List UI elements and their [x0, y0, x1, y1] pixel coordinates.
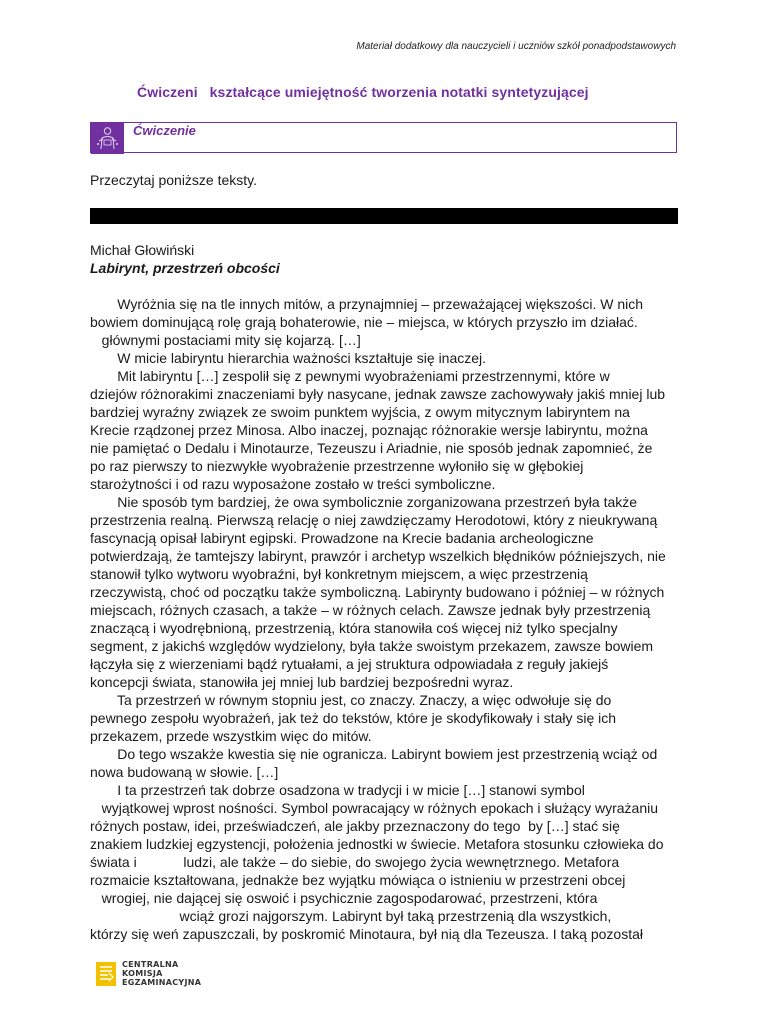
logo-line: CENTRALNA	[122, 960, 179, 969]
text-line: Ta przestrzeń w równym stopniu jest, co znaczy. Znaczy, a więc odwołuje się do	[90, 692, 612, 708]
instruction-text: Przeczytaj poniższe teksty.	[90, 172, 258, 188]
text-line: rozmaicie kształtowana, jednakże bez wyjątku mówiąca o istnieniu w przestrzeni obcej	[90, 872, 626, 888]
logo-line: KOMISJA	[122, 969, 163, 978]
text-line: potwierdzają, że tamtejszy labirynt, prawzór i archetyp wszelkich błędników późniejszych, nie	[90, 548, 666, 564]
text-line: Do tego wszakże kwestia się nie ogranicza. Labirynt bowiem jest przestrzenią wciąż od	[90, 746, 658, 762]
cke-logo	[96, 960, 201, 987]
text-line: nowa budowaną w słowie. […]	[90, 764, 279, 780]
text-line: przestrzenia realną. Pierwszą relację o niej zawdzięczamy Herodotowi, który z nieukrywaną	[90, 512, 658, 528]
text-line: miejscach, różnych czasach, a także – w różnych celach. Zawsze jednak były przestrzenią	[90, 602, 651, 618]
redacted-bar	[90, 208, 678, 224]
exercise-label: Ćwiczenie	[133, 123, 196, 138]
text-line: I ta przestrzeń tak dobrze osadzona w tradycji i w micie […] stanowi symbol	[90, 782, 585, 798]
cke-logo-text	[122, 960, 201, 987]
text-line: głównymi postaciami mity się kojarzą. […]	[90, 332, 361, 348]
text-line: bowiem dominującą rolę grają bohaterowie, nie – miejsca, w których przyszło im działać.	[90, 314, 638, 330]
text-line: W micie labiryntu hierarchia ważności kształtuje się inaczej.	[90, 350, 487, 366]
logo-line: EGZAMINACYJNA	[122, 978, 202, 987]
text-line: dziejów różnorakimi znaczeniami były nasycane, jednak zawsze zachowywały jakiś mniej lub	[90, 386, 666, 402]
text-line: rzeczywistą, choć od początku także symboliczną. Labirynty budowano i później – w różnych	[90, 584, 665, 600]
text-line: segment, z jakichś względów wydzielony, była także swoistym przekazem, zawsze bowiem	[90, 638, 654, 654]
page-title: Ćwiczeni kształcące umiejętność tworzenia notatki syntetyzującej	[137, 84, 589, 100]
text-line: znakiem ludzkiej egzystencji, położenia jednostki w świecie. Metafora stosunku człowieka do	[90, 836, 664, 852]
text-line: łączyła się z wierzeniami bądź rytuałami, a jej struktura odpowiadała z reguły jakiejś	[90, 656, 609, 672]
header-note: Materiał dodatkowy dla nauczycieli i uczniów szkół ponadpodstawowych	[356, 41, 676, 52]
text-line: którzy się weń zapuszczali, by poskromić Minotaura, był nią dla Tezeusza. I taką pozostał	[90, 926, 643, 942]
exercise-box	[90, 122, 677, 153]
text-line: stanowił tylko wytworu wyobraźni, był konkretnym miejscem, a więc przestrzenią	[90, 566, 588, 582]
article-body	[90, 295, 680, 943]
text-line: fascynacją opisał labirynt egipski. Prowadzone na Krecie badania archeologiczne	[90, 530, 594, 546]
text-line: różnych postaw, idei, przeświadczeń, ale jakby przeznaczony do tego by […] stać się	[90, 818, 620, 834]
text-title: Labirynt, przestrzeń obcości	[90, 260, 280, 276]
text-line: koncepcji świata, stanowiła jej mniej lub bardziej bezpośredni wyraz.	[90, 674, 514, 690]
text-line: pewnego zespołu wyobrażeń, jak też do tekstów, które je skodyfikowały i stały się ich	[90, 710, 617, 726]
text-line: wciąż grozi najgorszym. Labirynt był taką przestrzenią dla wszystkich,	[90, 908, 612, 924]
text-line: bardziej wyraźny związek ze swoim punktem wyjścia, z owym mitycznym labiryntem na	[90, 404, 630, 420]
cke-logo-icon	[96, 962, 116, 986]
text-author: Michał Głowiński	[90, 242, 195, 258]
text-line: wyjątkowej wprost nośności. Symbol powracający w różnych epokach i służący wyrażaniu	[90, 800, 659, 816]
text-line: Wyróżnia się na tle innych mitów, a przynajmniej – przeważającej większości. W nich	[90, 296, 644, 312]
text-line: Nie sposób tym bardziej, że owa symbolicznie zorganizowana przestrzeń była także	[90, 494, 638, 510]
text-line: Mit labiryntu […] zespolił się z pewnymi wyobrażeniami przestrzennymi, które w	[90, 368, 610, 384]
text-line: wrogiej, nie dającej się oswoić i psychicznie zagospodarować, przestrzeni, która	[90, 890, 598, 906]
text-line: starożytności i od razu wyposażone zostało w treści symboliczne.	[90, 476, 496, 492]
text-line: nie pamiętać o Dedalu i Minotaurze, Tezeuszu i Ariadnie, nie sposób jednak zapomnieć, że	[90, 440, 653, 456]
text-line: znaczącą i wyodrębnioną, przestrzenią, która stanowiła coś więcej niż tylko specjalny	[90, 620, 618, 636]
text-line: przekazem, przede wszystkim więc do mitów.	[90, 728, 372, 744]
text-line: Krecie rządzonej przez Minosa. Albo inaczej, poznając różnorakie wersje labiryntu, można	[90, 422, 648, 438]
person-teacher-icon	[91, 123, 124, 154]
text-line: po raz pierwszy to niezwykłe wyobrażenie przestrzenne wyłoniło się w głębokiej	[90, 458, 584, 474]
text-line: świata i ludzi, ale także – do siebie, do swojego życia wewnętrznego. Metafora	[90, 854, 620, 870]
